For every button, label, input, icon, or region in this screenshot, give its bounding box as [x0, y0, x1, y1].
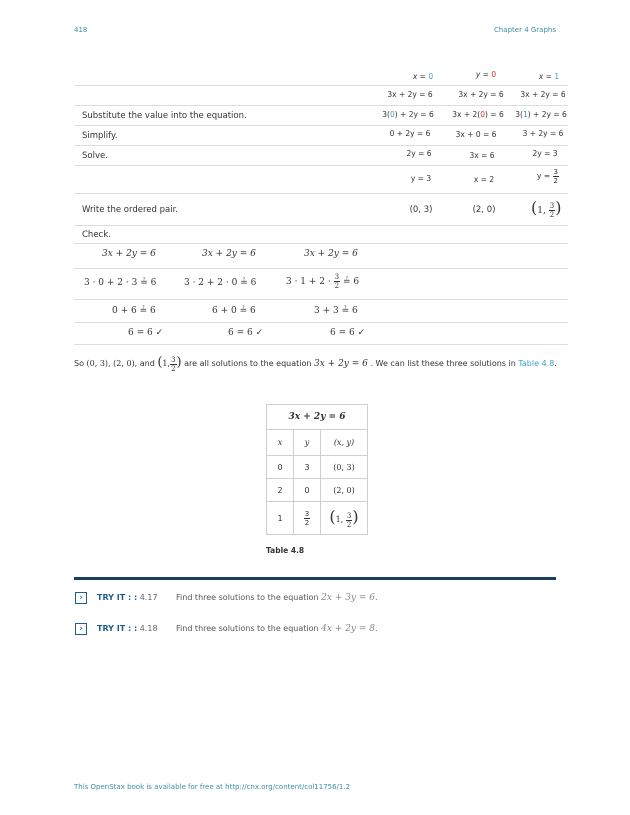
step-substitute-label: Substitute the value into the equation. [82, 111, 247, 121]
table-cell: 0 [294, 479, 321, 502]
step-ordered-pair-label: Write the ordered pair. [82, 205, 178, 215]
substitute-cell-1: 3(0) + 2y = 6 [382, 110, 434, 119]
check-simp-2: 6 + 0 ≟ 6 [212, 306, 256, 316]
table-caption: Table 4.8 [266, 546, 305, 555]
footer-text: This OpenStax book is available for free at http://cnx.org/content/col11756/1.2 [74, 783, 351, 791]
result-cell-2: x = 2 [473, 175, 495, 184]
table-cell: (0, 3) [321, 456, 368, 479]
try-it-4-17: TRY IT : : 4.17 [97, 593, 158, 602]
check-sub-2: 3 · 2 + 2 · 0 ≟ 6 [184, 278, 257, 288]
step-simplify-label: Simplify. [82, 131, 118, 141]
result-cell-1: y = 3 [410, 174, 432, 183]
simplify-cell-1: 0 + 2y = 6 [389, 129, 431, 138]
try-it-4-17-text: Find three solutions to the equation 2x + 3y = 6. [176, 593, 378, 603]
col-header-2: y = 0 [475, 70, 497, 79]
check-sub-3: 3 · 1 + 2 · $\frac{3}{2}$ ≟ 6 [286, 273, 360, 290]
table-title: 3x + 2y = 6 [267, 405, 368, 430]
simplify-cell-2: 3x + 0 = 6 [455, 130, 497, 139]
table-cell-fraction: $\frac{3}{2}$ [294, 502, 321, 535]
check-simp-1: 0 + 6 ≟ 6 [112, 306, 156, 316]
check-final-2: 6 = 6 ✓ [228, 328, 264, 338]
check-eq-3: 3x + 2y = 6 [304, 249, 358, 259]
substitute-cell-2: 3x + 2(0) = 6 [452, 110, 504, 119]
table-header-xy: (x, y) [321, 430, 368, 456]
section-divider [74, 577, 556, 580]
ordered-pair-3: (1, $\frac{3}{2}$ ) [531, 198, 562, 219]
equation-cell-3: 3x + 2y = 6 [520, 90, 566, 99]
page-number: 418 [74, 26, 88, 34]
col-header-3: x = 1 [538, 72, 560, 81]
try-it-4-18-text: Find three solutions to the equation 4x + 2y = 8. [176, 624, 378, 634]
check-sub-1: 3 · 0 + 2 · 3 ≟ 6 [84, 278, 157, 288]
table-cell: 3 [294, 456, 321, 479]
chapter-title: Chapter 4 Graphs [493, 26, 556, 34]
simplify-cell-3: 3 + 2y = 6 [522, 129, 564, 138]
table-cell: 2 [267, 479, 294, 502]
table-cell: 0 [267, 456, 294, 479]
try-it-4-18: TRY IT : : 4.18 [97, 624, 158, 633]
check-simp-3: 3 + 3 ≟ 6 [314, 306, 358, 316]
step-solve-label: Solve. [82, 151, 108, 161]
col-header-1: x = 0 [412, 72, 434, 81]
equation-cell-2: 3x + 2y = 6 [458, 90, 504, 99]
ordered-pair-2: (2, 0) [472, 205, 496, 215]
table-cell: (2, 0) [321, 479, 368, 502]
summary-sentence: So (0, 3), (2, 0), and (1, $\frac{3}{2}$ ) are all solutions to the equation 3x + 2y = 6 . We can list these three solutions in Table 4.8. [74, 355, 557, 373]
table-4-8 [266, 404, 368, 535]
check-final-1: 6 = 6 ✓ [128, 328, 164, 338]
solve-cell-2: 3x = 6 [469, 151, 495, 160]
substitute-cell-3: 3(1) + 2y = 6 [515, 110, 567, 119]
try-it-chevron-icon[interactable]: › [75, 623, 87, 635]
result-cell-3: y = $\frac{3}{2}$ [537, 168, 558, 185]
table-cell: 1 [267, 502, 294, 535]
solve-cell-3: 2y = 3 [532, 149, 558, 158]
check-final-3: 6 = 6 ✓ [330, 328, 366, 338]
solve-cell-1: 2y = 6 [406, 149, 432, 158]
ordered-pair-1: (0, 3) [409, 205, 433, 215]
table-cell-pair: (1, $\frac{3}{2}$ ) [321, 502, 368, 535]
equation-cell-1: 3x + 2y = 6 [387, 90, 433, 99]
try-it-chevron-icon[interactable]: › [75, 592, 87, 604]
table-header-x: x [267, 430, 294, 456]
check-eq-1: 3x + 2y = 6 [102, 249, 156, 259]
table-4-8-link[interactable]: Table 4.8 [518, 359, 555, 368]
check-eq-2: 3x + 2y = 6 [202, 249, 256, 259]
step-check-label: Check. [82, 230, 111, 240]
table-header-y: y [294, 430, 321, 456]
